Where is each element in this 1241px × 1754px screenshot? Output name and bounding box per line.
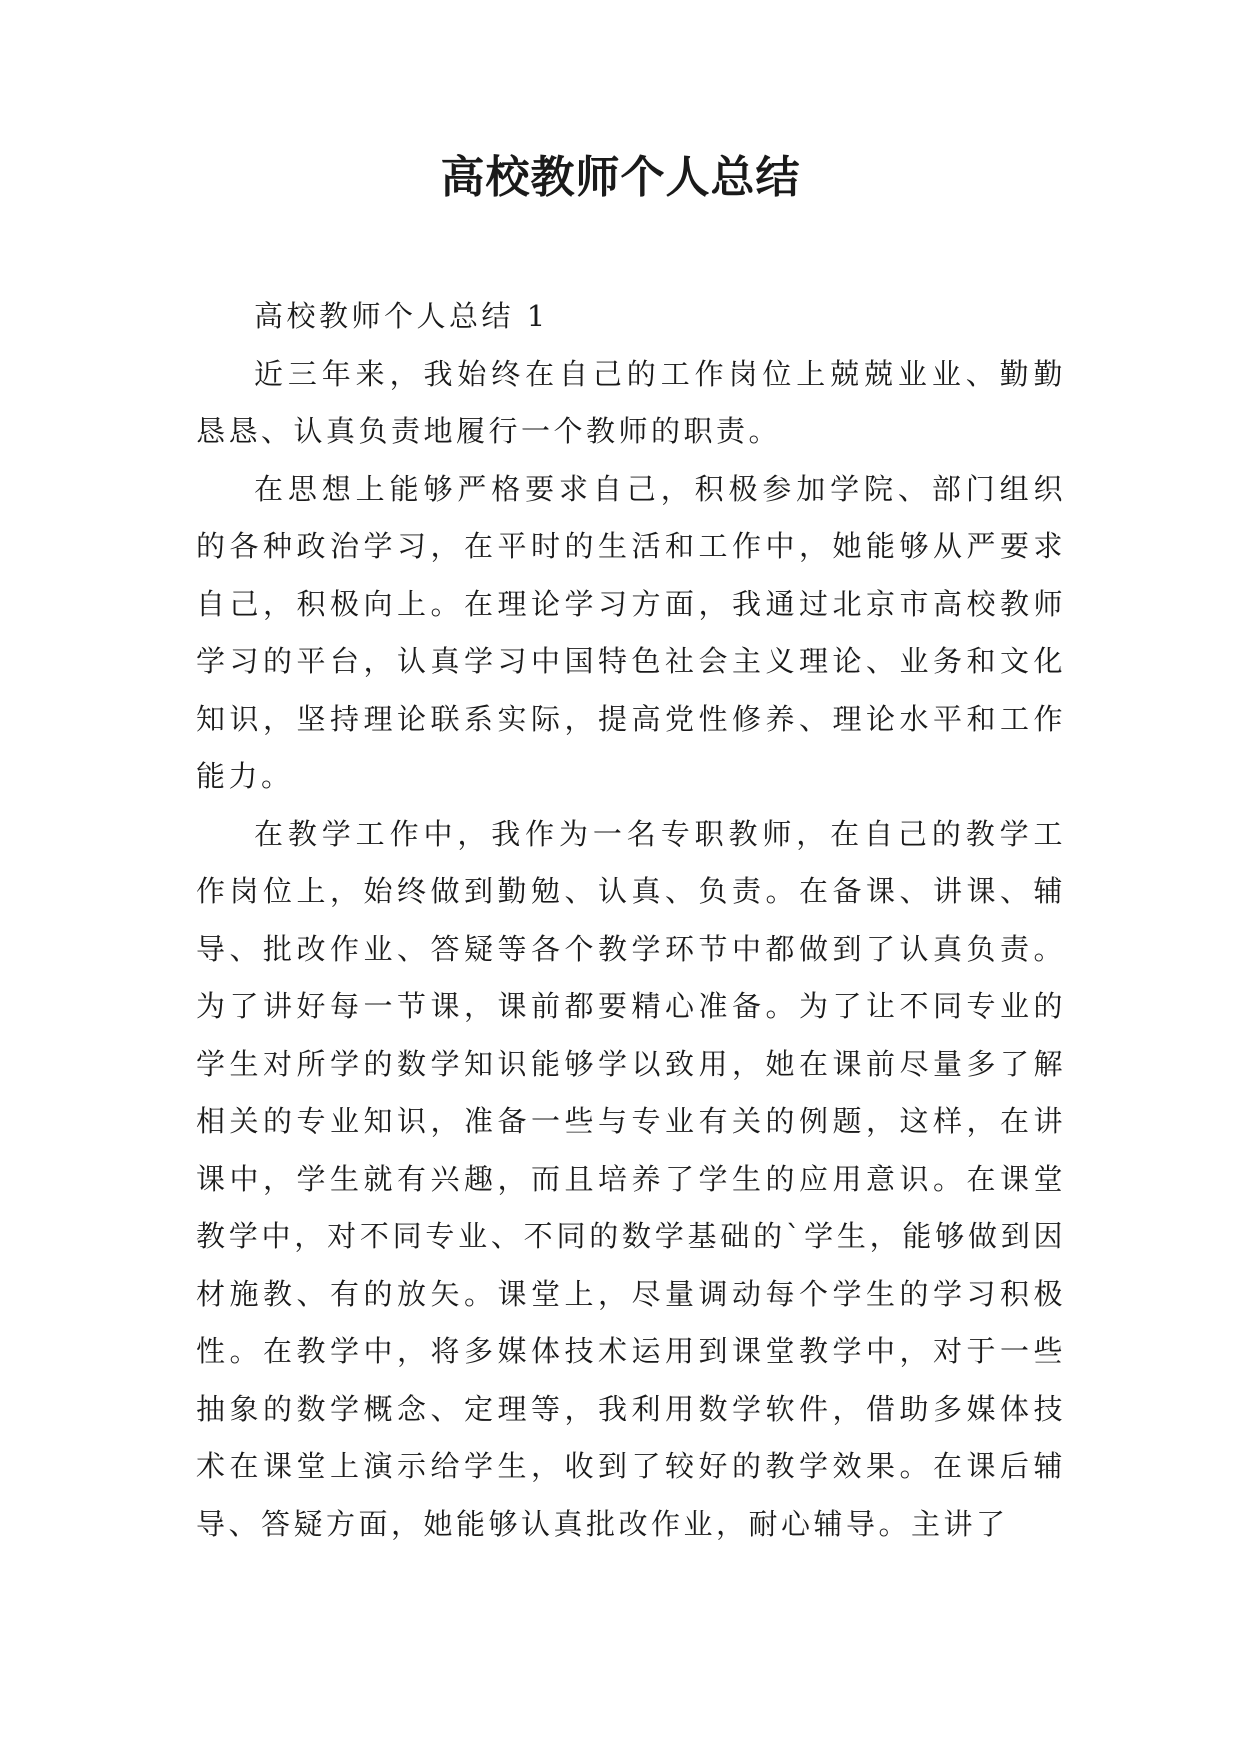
paragraph: 在教学工作中，我作为一名专职教师，在自己的教学工作岗位上，始终做到勤勉、认真、负责。在备课、讲课、辅导、批改作业、答疑等各个教学环节中都做到了认真负责。为了讲好每一节课，课前都要精心准备。为了让不同专业的学生对所学的数学知识能够学以致用，她在课前尽量多了解相关的专业知识，准备一些与专业有关的例题，这样，在讲课中，学生就有兴趣，而且培养了学生的应用意识。在课堂教学中，对不同专业、不同的数学基础的`学生，能够做到因材施教、有的放矢。课堂上，尽量调动每个学生的学习积极性。在教学中，将多媒体技术运用到课堂教学中，对于一些抽象的数学概念、定理等，我利用数学软件，借助多媒体技术在课堂上演示给学生，收到了较好的教学效果。在课后辅导、答疑方面，她能够认真批改作业，耐心辅导。主讲了 — [196, 816, 1066, 1541]
paragraph: 在思想上能够严格要求自己，积极参加学院、部门组织的各种政治学习，在平时的生活和工作中，她能够从严要求自己，积极向上。在理论学习方面，我通过北京市高校教师学习的平台，认真学习中国特色社会主义理论、业务和文化知识，坚持理论联系实际，提高党性修养、理论水平和工作能力。 — [196, 471, 1066, 793]
section-heading: 高校教师个人总结 1 — [254, 299, 549, 333]
document-body — [196, 288, 1066, 1553]
paragraph: 近三年来，我始终在自己的工作岗位上兢兢业业、勤勤恳恳、认真负责地履行一个教师的职责。 — [196, 356, 1066, 448]
document-title: 高校教师个人总结 — [440, 152, 801, 203]
